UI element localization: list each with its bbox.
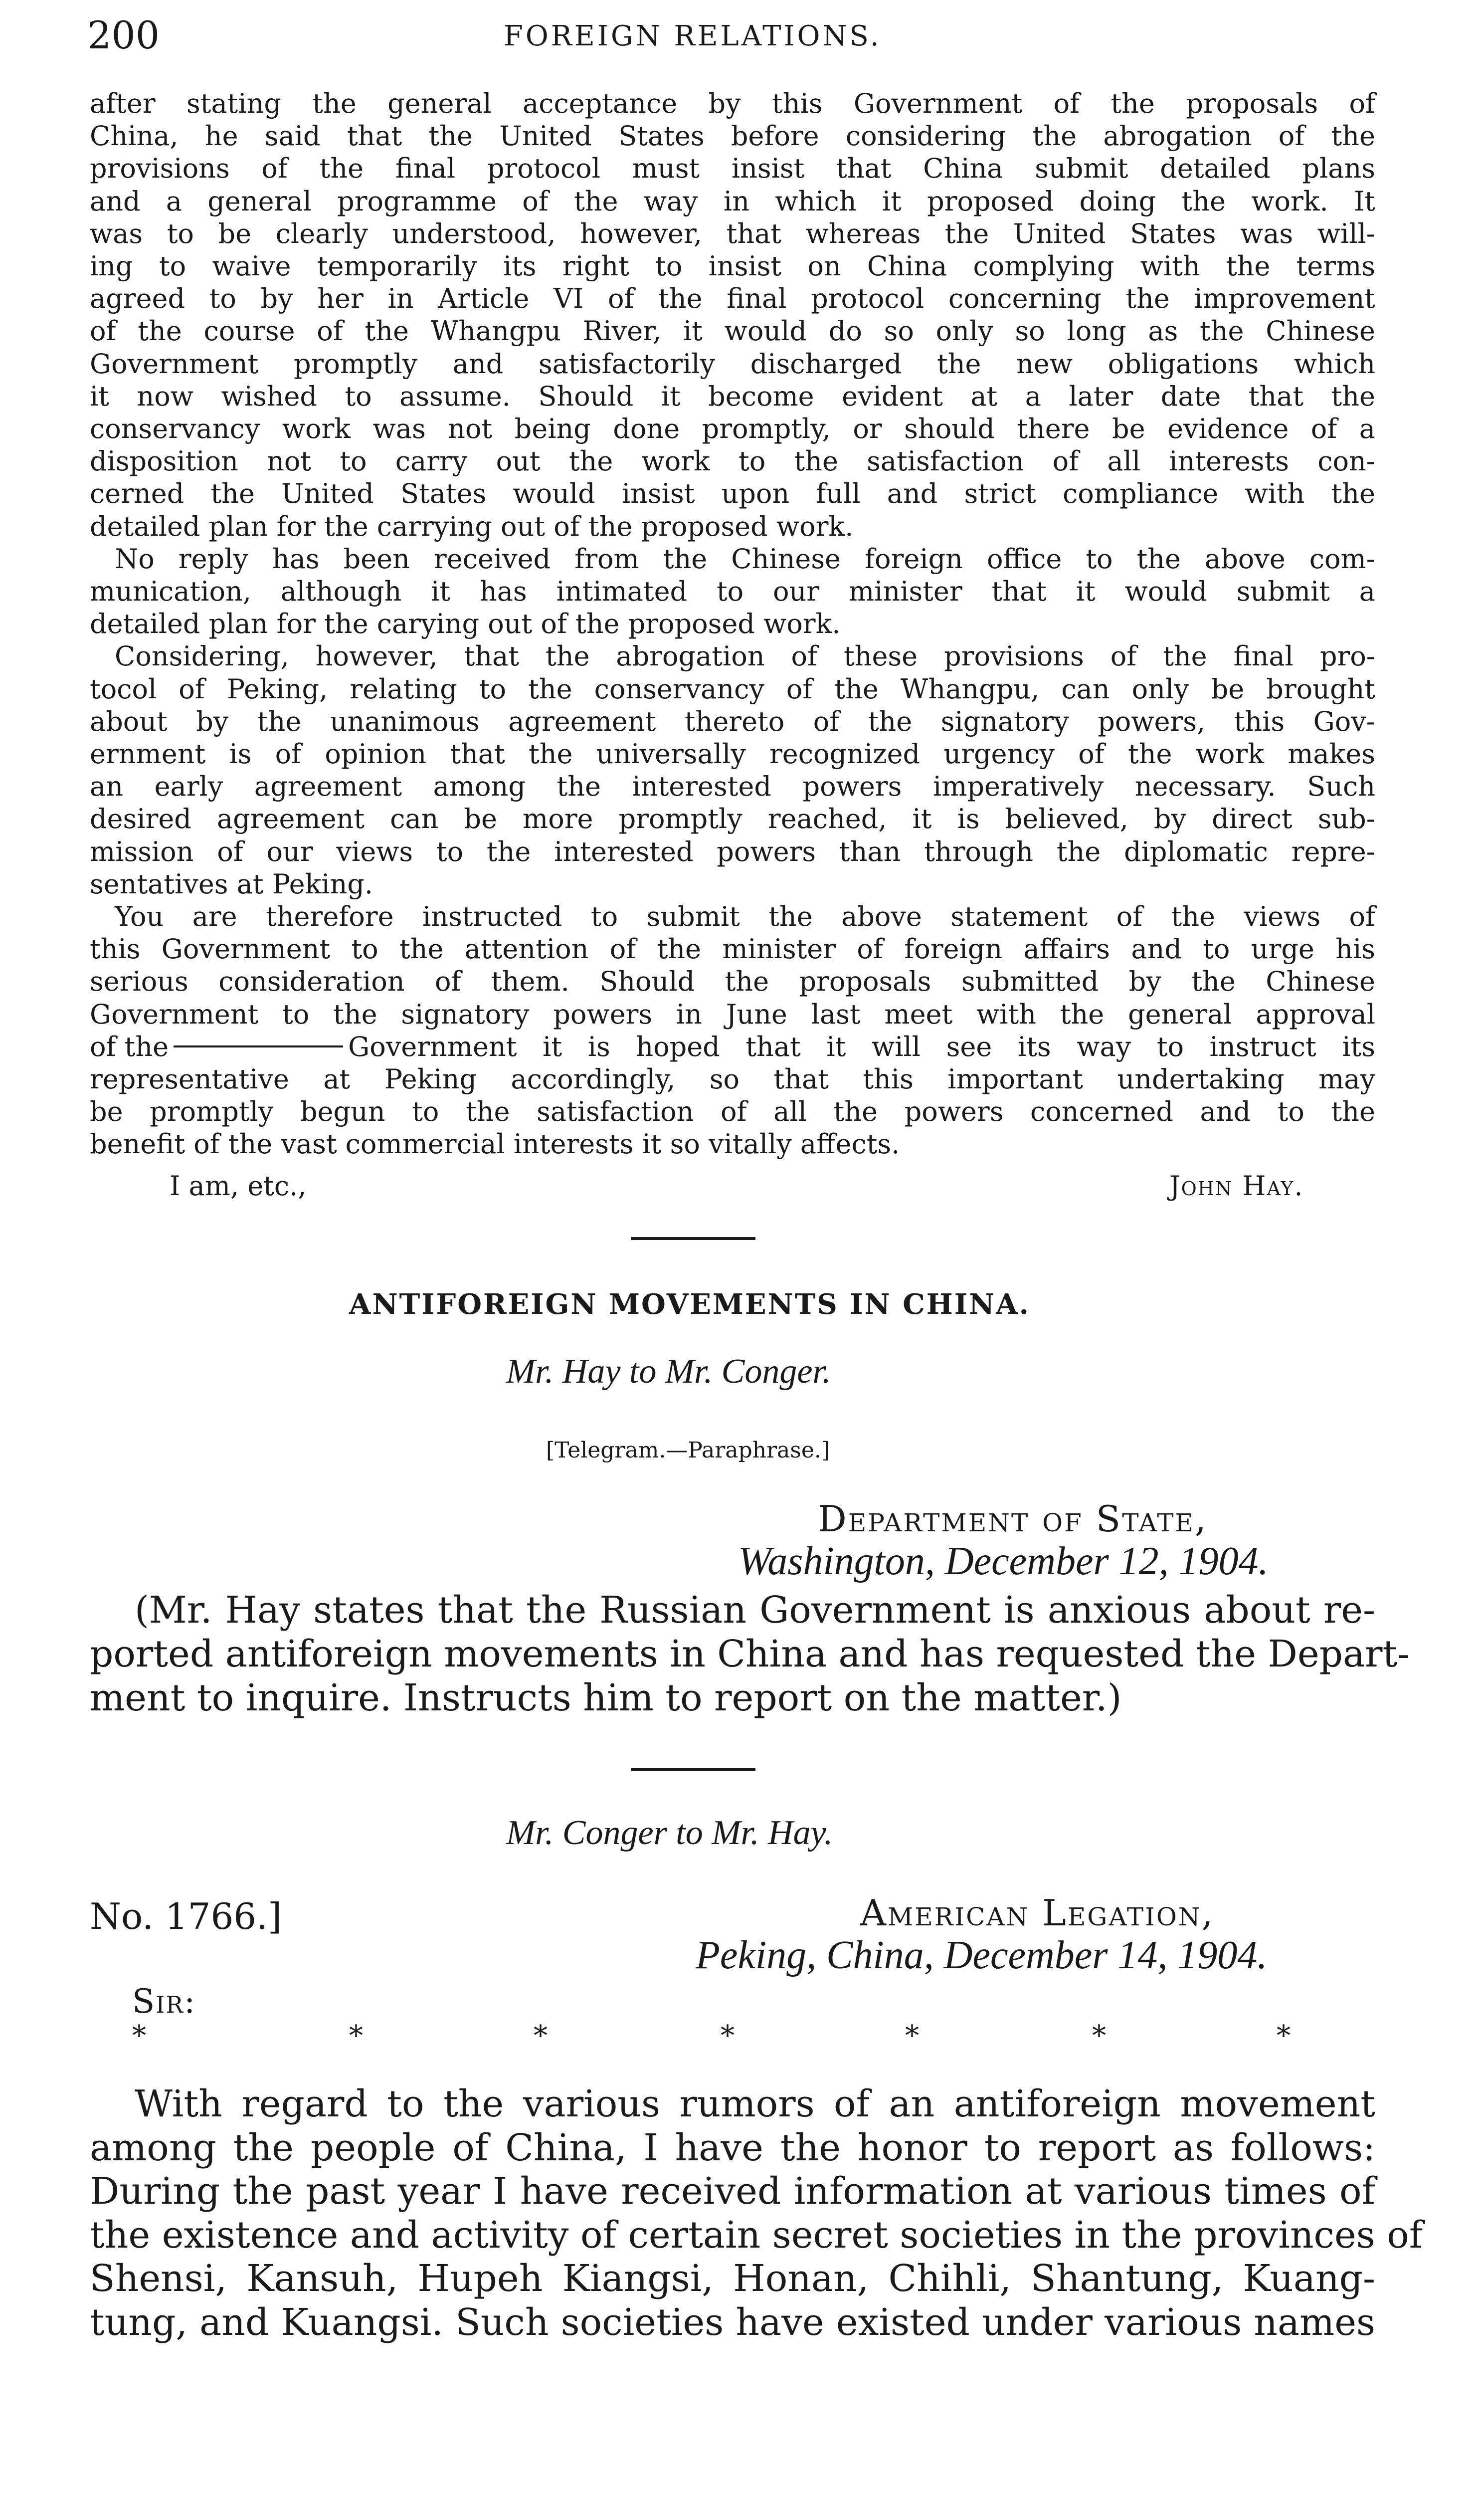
body-line: munication, although it has intimated to our minister that it would submit a xyxy=(90,576,1375,607)
body-line: Shensi, Kansuh, Hupeh Kiangsi, Honan, Chihli, Shantung, Kuang- xyxy=(90,2257,1375,2300)
doc1-date: Washington, December 12, 1904. xyxy=(738,1539,1269,1583)
body-line: and a general programme of the way in which it proposed doing the work. It xyxy=(90,185,1375,217)
doc2-date: Peking, China, December 14, 1904. xyxy=(696,1933,1268,1977)
line-text: of the xyxy=(90,1031,169,1062)
body-line: agreed to by her in Article VI of the final protocol concerning the improvement xyxy=(90,283,1375,315)
body-line xyxy=(90,1031,1375,1063)
page-number: 200 xyxy=(87,13,160,57)
running-title: FOREIGN RELATIONS. xyxy=(504,20,882,52)
body-line: among the people of China, I have the honor to report as follows: xyxy=(90,2126,1375,2169)
body-line: this Government to the attention of the minister of foreign affairs and to urge his xyxy=(90,933,1375,965)
doc2-place: American Legation, xyxy=(860,1892,1215,1934)
doc1-note: [Telegram.—Paraphrase.] xyxy=(546,1438,830,1463)
body-line: China, he said that the United States before considering the abrogation of the xyxy=(90,120,1375,152)
asterisk: * xyxy=(1092,2020,1106,2052)
body-line: representative at Peking accordingly, so that this important undertaking may xyxy=(90,1063,1375,1095)
body-line: conservancy work was not being done promptly, or should there be evidence of a xyxy=(90,413,1375,444)
line-text: Government it is hoped that it will see its way to instruct its xyxy=(348,1031,1375,1062)
body-line: ported antiforeign movements in China and has requested the Depart- xyxy=(90,1633,1410,1675)
section-divider xyxy=(631,1768,755,1771)
doc2-salutation: Sir: xyxy=(132,1982,196,2021)
body-line: desired agreement can be more promptly reached, it is believed, by direct sub- xyxy=(90,803,1375,835)
doc2-number: No. 1766.] xyxy=(90,1895,282,1937)
body-line: tung, and Kuangsi. Such societies have existed under various names xyxy=(90,2300,1375,2344)
body-line: detailed plan for the carrying out of the proposed work. xyxy=(90,510,854,542)
body-line: an early agreement among the interested powers imperatively necessary. Such xyxy=(90,771,1375,803)
body-line: During the past year I have received information at various times of xyxy=(90,2170,1375,2213)
section-divider xyxy=(631,1237,755,1240)
blank-rule xyxy=(174,1045,343,1047)
body-line: cerned the United States would insist upon full and strict compliance with the xyxy=(90,478,1375,510)
body-line: ment to inquire. Instructs him to report on the matter.) xyxy=(90,1676,1122,1719)
body-line: the existence and activity of certain secret societies in the provinces of xyxy=(90,2213,1423,2257)
body-line: sentatives at Peking. xyxy=(90,868,373,900)
asterisk: * xyxy=(132,2020,146,2052)
doc2-heading: Mr. Conger to Mr. Hay. xyxy=(506,1814,833,1852)
asterisk: * xyxy=(905,2020,919,2052)
letter1-signature: John Hay. xyxy=(1169,1170,1304,1202)
body-line: tocol of Peking, relating to the conservancy of the Whangpu, can only be brought xyxy=(90,673,1375,705)
body-line: provisions of the final protocol must insist that China submit detailed plans xyxy=(90,153,1375,185)
body-line: ernment is of opinion that the universally recognized urgency of the work makes xyxy=(90,738,1375,770)
body-line: about by the unanimous agreement thereto of the signatory powers, this Gov- xyxy=(90,705,1375,737)
body-line: Government to the signatory powers in June last meet with the general approval xyxy=(90,998,1375,1030)
body-line: You are therefore instructed to submit the above statement of the views of xyxy=(115,901,1375,932)
body-line: it now wished to assume. Should it become evident at a later date that the xyxy=(90,380,1375,412)
section-title: ANTIFOREIGN MOVEMENTS IN CHINA. xyxy=(349,1288,1031,1321)
body-line: was to be clearly understood, however, that whereas the United States was will- xyxy=(90,217,1375,249)
letter1-closing: I am, etc., xyxy=(170,1170,307,1202)
asterisk: * xyxy=(534,2020,548,2052)
body-line: mission of our views to the interested powers than through the diplomatic repre- xyxy=(90,835,1375,867)
body-line: after stating the general acceptance by this Government of the proposals of xyxy=(90,88,1375,119)
body-line: serious consideration of them. Should the proposals submitted by the Chinese xyxy=(90,966,1375,998)
body-line: disposition not to carry out the work to the satisfaction of all interests con- xyxy=(90,445,1375,477)
body-line: ing to waive temporarily its right to insist on China complying with the terms xyxy=(90,250,1375,282)
asterisk: * xyxy=(721,2020,735,2052)
asterisk: * xyxy=(349,2020,363,2052)
body-line: No reply has been received from the Chinese foreign office to the above com- xyxy=(115,543,1375,575)
body-line: With regard to the various rumors of an antiforeign movement xyxy=(135,2082,1375,2125)
body-line: (Mr. Hay states that the Russian Government is anxious about re- xyxy=(135,1589,1375,1632)
doc1-heading: Mr. Hay to Mr. Conger. xyxy=(506,1352,831,1391)
body-line: benefit of the vast commercial interests it so vitally affects. xyxy=(90,1128,900,1160)
asterisk: * xyxy=(1277,2020,1291,2052)
doc1-place: Department of State, xyxy=(818,1498,1208,1540)
body-line: Considering, however, that the abrogation of these provisions of the final pro- xyxy=(115,640,1375,672)
body-line: detailed plan for the carying out of the proposed work. xyxy=(90,608,841,640)
body-line: be promptly begun to the satisfaction of all the powers concerned and to the xyxy=(90,1096,1375,1128)
body-line: of the course of the Whangpu River, it would do so only so long as the Chinese xyxy=(90,315,1375,347)
body-line: Government promptly and satisfactorily discharged the new obligations which xyxy=(90,348,1375,380)
